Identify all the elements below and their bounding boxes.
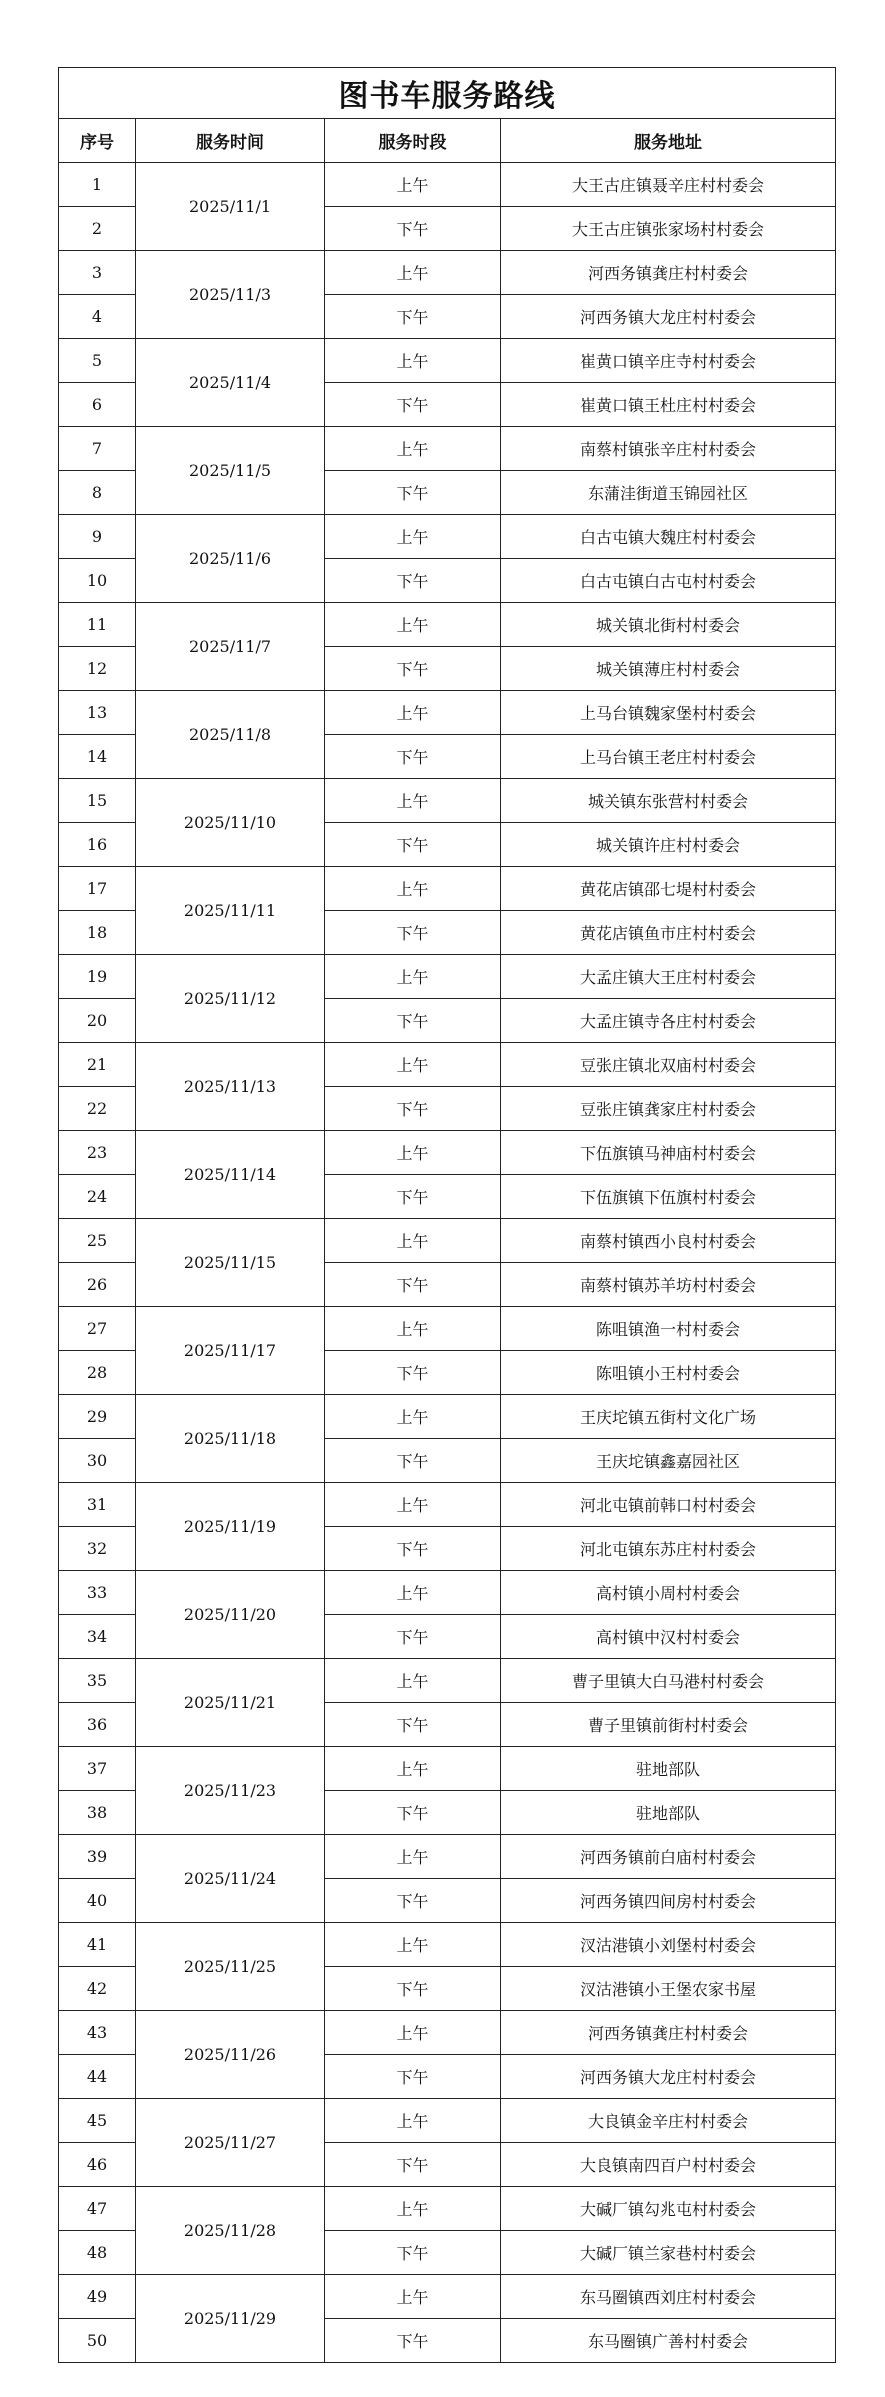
service-period: 下午 — [325, 383, 501, 427]
service-address: 王庆坨镇五街村文化广场 — [501, 1395, 836, 1439]
row-number: 28 — [59, 1351, 136, 1395]
service-period: 上午 — [325, 1307, 501, 1351]
service-period: 上午 — [325, 515, 501, 559]
service-date: 2025/11/29 — [136, 2275, 325, 2363]
service-period: 下午 — [325, 559, 501, 603]
header-row — [59, 119, 836, 163]
schedule-table — [58, 67, 836, 2363]
table-row — [59, 339, 836, 383]
service-period: 上午 — [325, 1483, 501, 1527]
row-number: 12 — [59, 647, 136, 691]
table-row — [59, 1131, 836, 1175]
service-date: 2025/11/18 — [136, 1395, 325, 1483]
service-address: 曹子里镇大白马港村村委会 — [501, 1659, 836, 1703]
service-date: 2025/11/8 — [136, 691, 325, 779]
row-number: 23 — [59, 1131, 136, 1175]
service-period: 下午 — [325, 2143, 501, 2187]
service-period: 下午 — [325, 1263, 501, 1307]
table-row — [59, 1219, 836, 1263]
row-number: 50 — [59, 2319, 136, 2363]
service-date: 2025/11/25 — [136, 1923, 325, 2011]
table-row — [59, 1395, 836, 1439]
table-row — [59, 691, 836, 735]
service-address: 大孟庄镇大王庄村村委会 — [501, 955, 836, 999]
service-date: 2025/11/5 — [136, 427, 325, 515]
service-period: 下午 — [325, 1615, 501, 1659]
service-address: 河北屯镇前韩口村村委会 — [501, 1483, 836, 1527]
service-period: 上午 — [325, 163, 501, 207]
service-period: 下午 — [325, 2055, 501, 2099]
service-period: 上午 — [325, 867, 501, 911]
row-number: 42 — [59, 1967, 136, 2011]
service-address: 高村镇小周村村委会 — [501, 1571, 836, 1615]
service-period: 上午 — [325, 691, 501, 735]
service-address: 河西务镇龚庄村村委会 — [501, 251, 836, 295]
table-row — [59, 251, 836, 295]
row-number: 33 — [59, 1571, 136, 1615]
service-period: 上午 — [325, 1043, 501, 1087]
service-date: 2025/11/24 — [136, 1835, 325, 1923]
row-number: 24 — [59, 1175, 136, 1219]
service-period: 下午 — [325, 911, 501, 955]
row-number: 17 — [59, 867, 136, 911]
service-address: 大良镇金辛庄村村委会 — [501, 2099, 836, 2143]
service-period: 下午 — [325, 295, 501, 339]
service-address: 陈咀镇渔一村村委会 — [501, 1307, 836, 1351]
service-address: 大良镇南四百户村村委会 — [501, 2143, 836, 2187]
row-number: 32 — [59, 1527, 136, 1571]
service-address: 东马圈镇广善村村委会 — [501, 2319, 836, 2363]
service-address: 崔黄口镇王杜庄村村委会 — [501, 383, 836, 427]
row-number: 4 — [59, 295, 136, 339]
table-row — [59, 2011, 836, 2055]
service-period: 下午 — [325, 1527, 501, 1571]
service-address: 白古屯镇白古屯村村委会 — [501, 559, 836, 603]
service-period: 上午 — [325, 251, 501, 295]
service-address: 南蔡村镇苏羊坊村村委会 — [501, 1263, 836, 1307]
service-date: 2025/11/15 — [136, 1219, 325, 1307]
service-address: 下伍旗镇下伍旗村村委会 — [501, 1175, 836, 1219]
service-address: 大碱厂镇兰家巷村村委会 — [501, 2231, 836, 2275]
row-number: 22 — [59, 1087, 136, 1131]
service-date: 2025/11/21 — [136, 1659, 325, 1747]
row-number: 45 — [59, 2099, 136, 2143]
service-period: 上午 — [325, 1835, 501, 1879]
service-address: 河西务镇大龙庄村村委会 — [501, 2055, 836, 2099]
row-number: 5 — [59, 339, 136, 383]
service-address: 上马台镇王老庄村村委会 — [501, 735, 836, 779]
service-period: 上午 — [325, 1131, 501, 1175]
service-date: 2025/11/7 — [136, 603, 325, 691]
service-date: 2025/11/10 — [136, 779, 325, 867]
service-date: 2025/11/28 — [136, 2187, 325, 2275]
table-row — [59, 2099, 836, 2143]
row-number: 27 — [59, 1307, 136, 1351]
table-body — [59, 163, 836, 2363]
row-number: 35 — [59, 1659, 136, 1703]
header-no: 序号 — [59, 119, 136, 163]
service-date: 2025/11/11 — [136, 867, 325, 955]
row-number: 46 — [59, 2143, 136, 2187]
table-row — [59, 603, 836, 647]
row-number: 30 — [59, 1439, 136, 1483]
service-period: 下午 — [325, 1175, 501, 1219]
row-number: 19 — [59, 955, 136, 999]
table-row — [59, 2187, 836, 2231]
row-number: 13 — [59, 691, 136, 735]
header-date: 服务时间 — [136, 119, 325, 163]
service-address: 东马圈镇西刘庄村村委会 — [501, 2275, 836, 2319]
service-address: 下伍旗镇马神庙村村委会 — [501, 1131, 836, 1175]
service-period: 上午 — [325, 2275, 501, 2319]
table-row — [59, 779, 836, 823]
service-address: 城关镇北街村村委会 — [501, 603, 836, 647]
table-row — [59, 867, 836, 911]
service-date: 2025/11/14 — [136, 1131, 325, 1219]
service-period: 下午 — [325, 2319, 501, 2363]
row-number: 37 — [59, 1747, 136, 1791]
row-number: 2 — [59, 207, 136, 251]
service-date: 2025/11/12 — [136, 955, 325, 1043]
service-date: 2025/11/4 — [136, 339, 325, 427]
table-row — [59, 2275, 836, 2319]
service-period: 下午 — [325, 1791, 501, 1835]
table-row — [59, 1835, 836, 1879]
service-address: 王庆坨镇鑫嘉园社区 — [501, 1439, 836, 1483]
service-address: 驻地部队 — [501, 1747, 836, 1791]
service-address: 曹子里镇前街村村委会 — [501, 1703, 836, 1747]
service-period: 上午 — [325, 779, 501, 823]
row-number: 31 — [59, 1483, 136, 1527]
table-row — [59, 163, 836, 207]
row-number: 18 — [59, 911, 136, 955]
header-address: 服务地址 — [501, 119, 836, 163]
service-period: 下午 — [325, 2231, 501, 2275]
service-period: 下午 — [325, 1703, 501, 1747]
row-number: 34 — [59, 1615, 136, 1659]
service-address: 河西务镇前白庙村村委会 — [501, 1835, 836, 1879]
service-address: 大碱厂镇勾兆屯村村委会 — [501, 2187, 836, 2231]
service-address: 崔黄口镇辛庄寺村村委会 — [501, 339, 836, 383]
row-number: 1 — [59, 163, 136, 207]
service-period: 上午 — [325, 339, 501, 383]
table-row — [59, 1571, 836, 1615]
service-period: 下午 — [325, 471, 501, 515]
table-row — [59, 1043, 836, 1087]
service-date: 2025/11/20 — [136, 1571, 325, 1659]
service-address: 河北屯镇东苏庄村村委会 — [501, 1527, 836, 1571]
row-number: 6 — [59, 383, 136, 427]
service-address: 汊沽港镇小王堡农家书屋 — [501, 1967, 836, 2011]
row-number: 39 — [59, 1835, 136, 1879]
row-number: 29 — [59, 1395, 136, 1439]
service-address: 大王古庄镇张家场村村委会 — [501, 207, 836, 251]
service-period: 上午 — [325, 1659, 501, 1703]
service-period: 下午 — [325, 823, 501, 867]
service-period: 上午 — [325, 2011, 501, 2055]
service-address: 陈咀镇小王村村委会 — [501, 1351, 836, 1395]
service-address: 大王古庄镇聂辛庄村村委会 — [501, 163, 836, 207]
table-title: 图书车服务路线 — [59, 68, 836, 119]
row-number: 47 — [59, 2187, 136, 2231]
header-period: 服务时段 — [325, 119, 501, 163]
service-period: 上午 — [325, 1219, 501, 1263]
row-number: 9 — [59, 515, 136, 559]
service-period: 上午 — [325, 2187, 501, 2231]
service-address: 白古屯镇大魏庄村村委会 — [501, 515, 836, 559]
service-address: 城关镇薄庄村村委会 — [501, 647, 836, 691]
row-number: 7 — [59, 427, 136, 471]
service-address: 豆张庄镇北双庙村村委会 — [501, 1043, 836, 1087]
service-date: 2025/11/19 — [136, 1483, 325, 1571]
service-period: 下午 — [325, 735, 501, 779]
service-period: 上午 — [325, 955, 501, 999]
row-number: 41 — [59, 1923, 136, 1967]
service-period: 下午 — [325, 207, 501, 251]
service-period: 上午 — [325, 603, 501, 647]
row-number: 8 — [59, 471, 136, 515]
service-address: 大孟庄镇寺各庄村村委会 — [501, 999, 836, 1043]
table-row — [59, 1923, 836, 1967]
service-date: 2025/11/13 — [136, 1043, 325, 1131]
service-period: 上午 — [325, 1923, 501, 1967]
service-period: 下午 — [325, 647, 501, 691]
table-row — [59, 1659, 836, 1703]
row-number: 14 — [59, 735, 136, 779]
service-period: 上午 — [325, 1395, 501, 1439]
service-date: 2025/11/27 — [136, 2099, 325, 2187]
row-number: 16 — [59, 823, 136, 867]
service-period: 下午 — [325, 1967, 501, 2011]
service-address: 城关镇东张营村村委会 — [501, 779, 836, 823]
service-date: 2025/11/3 — [136, 251, 325, 339]
service-period: 下午 — [325, 999, 501, 1043]
service-address: 高村镇中汉村村委会 — [501, 1615, 836, 1659]
service-period: 下午 — [325, 1351, 501, 1395]
row-number: 21 — [59, 1043, 136, 1087]
row-number: 38 — [59, 1791, 136, 1835]
schedule-sheet — [58, 67, 835, 2363]
table-row — [59, 427, 836, 471]
service-period: 上午 — [325, 1747, 501, 1791]
service-address: 汊沽港镇小刘堡村村委会 — [501, 1923, 836, 1967]
service-address: 南蔡村镇张辛庄村村委会 — [501, 427, 836, 471]
service-period: 下午 — [325, 1879, 501, 1923]
service-period: 下午 — [325, 1087, 501, 1131]
service-date: 2025/11/17 — [136, 1307, 325, 1395]
service-address: 河西务镇四间房村村委会 — [501, 1879, 836, 1923]
table-row — [59, 1747, 836, 1791]
service-period: 上午 — [325, 2099, 501, 2143]
row-number: 20 — [59, 999, 136, 1043]
service-address: 黄花店镇鱼市庄村村委会 — [501, 911, 836, 955]
service-period: 上午 — [325, 1571, 501, 1615]
table-row — [59, 1483, 836, 1527]
row-number: 11 — [59, 603, 136, 647]
row-number: 44 — [59, 2055, 136, 2099]
row-number: 36 — [59, 1703, 136, 1747]
row-number: 26 — [59, 1263, 136, 1307]
service-address: 黄花店镇邵七堤村村委会 — [501, 867, 836, 911]
service-address: 驻地部队 — [501, 1791, 836, 1835]
table-row — [59, 955, 836, 999]
service-date: 2025/11/23 — [136, 1747, 325, 1835]
row-number: 3 — [59, 251, 136, 295]
table-row — [59, 515, 836, 559]
service-address: 上马台镇魏家堡村村委会 — [501, 691, 836, 735]
service-address: 城关镇许庄村村委会 — [501, 823, 836, 867]
service-period: 下午 — [325, 1439, 501, 1483]
row-number: 48 — [59, 2231, 136, 2275]
row-number: 43 — [59, 2011, 136, 2055]
row-number: 25 — [59, 1219, 136, 1263]
title-row — [59, 68, 836, 119]
service-date: 2025/11/1 — [136, 163, 325, 251]
service-period: 上午 — [325, 427, 501, 471]
service-address: 东蒲洼街道玉锦园社区 — [501, 471, 836, 515]
service-date: 2025/11/26 — [136, 2011, 325, 2099]
row-number: 15 — [59, 779, 136, 823]
table-row — [59, 1307, 836, 1351]
service-date: 2025/11/6 — [136, 515, 325, 603]
service-address: 河西务镇龚庄村村委会 — [501, 2011, 836, 2055]
row-number: 10 — [59, 559, 136, 603]
service-address: 河西务镇大龙庄村村委会 — [501, 295, 836, 339]
row-number: 49 — [59, 2275, 136, 2319]
row-number: 40 — [59, 1879, 136, 1923]
service-address: 豆张庄镇龚家庄村村委会 — [501, 1087, 836, 1131]
service-address: 南蔡村镇西小良村村委会 — [501, 1219, 836, 1263]
